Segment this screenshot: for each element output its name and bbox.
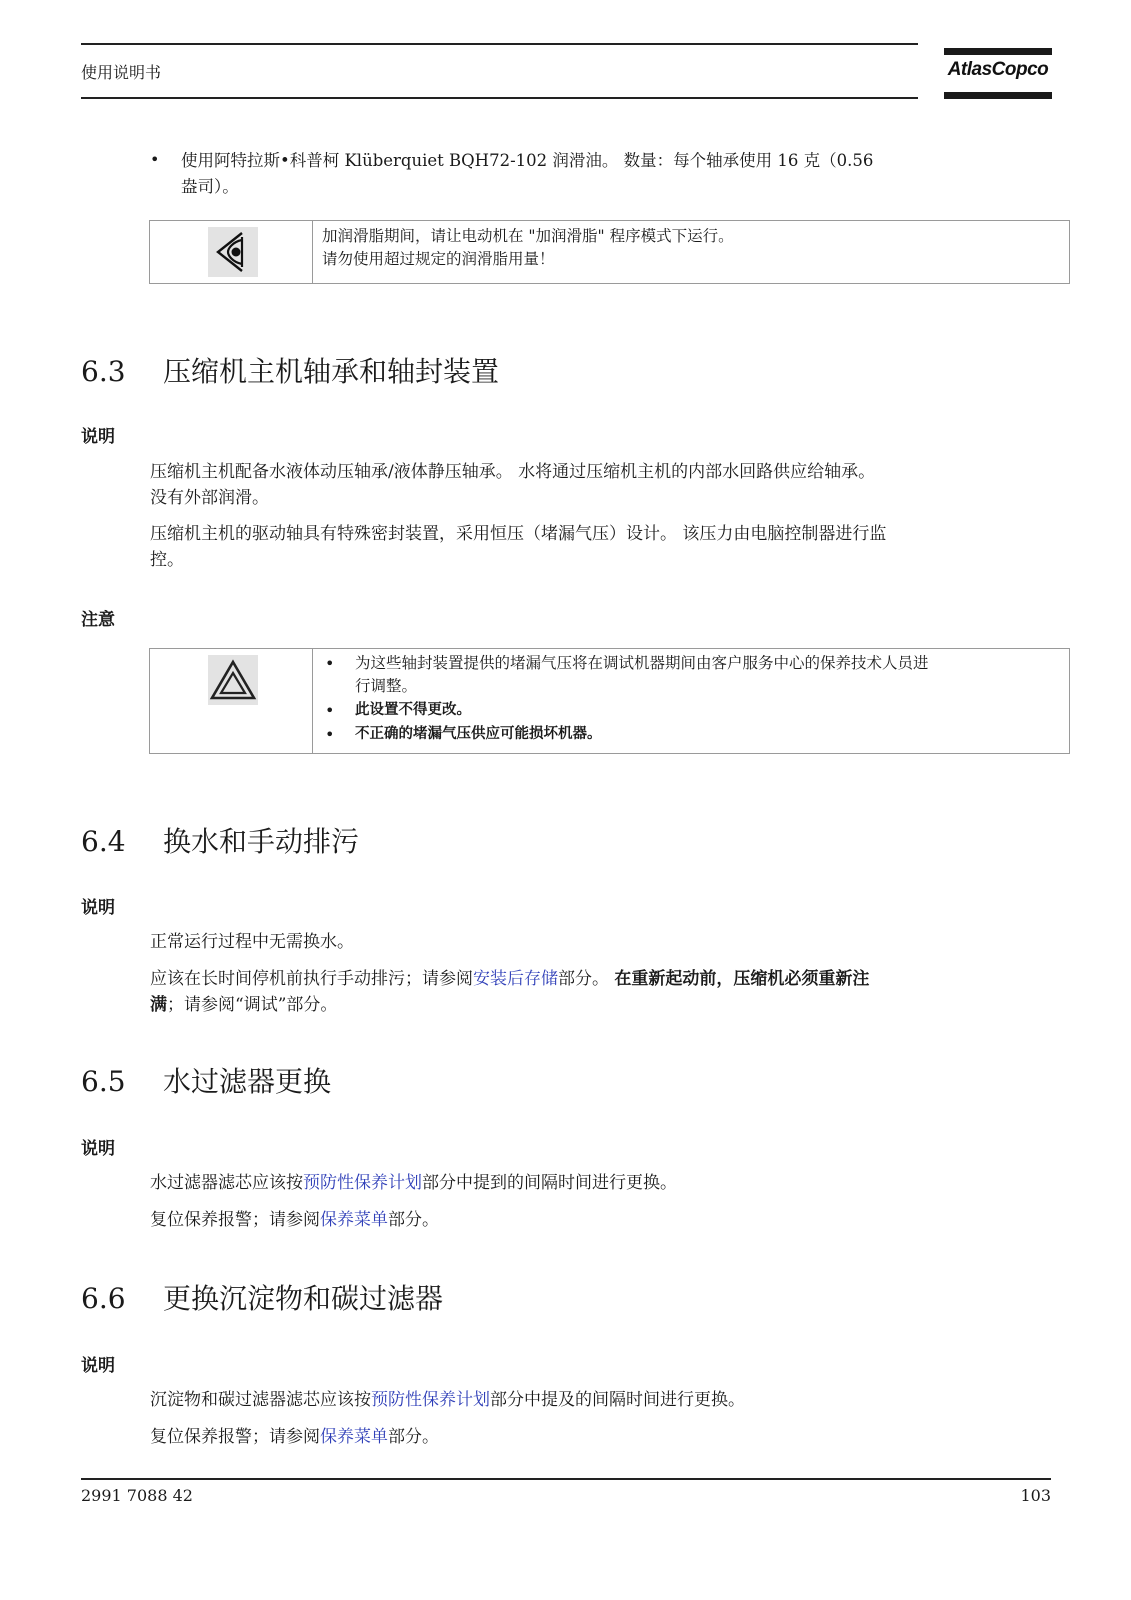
section-title: 更换沉淀物和碳过滤器 xyxy=(163,1282,444,1315)
warn-bullet1-line1: 为这些轴封装置提供的堵漏气压将在调试机器期间由客户服务中心的保养技术人员进 xyxy=(355,654,929,672)
section-heading-6-6 xyxy=(81,1277,443,1317)
s65-para2 xyxy=(150,1207,1040,1233)
section-title: 水过滤器更换 xyxy=(163,1065,332,1098)
section-number: 6.5 xyxy=(81,1065,126,1098)
section-heading-6-4 xyxy=(81,820,359,860)
note-box-grease xyxy=(149,220,1070,284)
intro-bullet-line2: 盎司）。 xyxy=(181,177,239,196)
s66-para2-text-a: 复位保养报警；请参阅 xyxy=(150,1427,320,1447)
s63-para2-line1: 压缩机主机的驱动轴具有特殊密封装置，采用恒压（堵漏气压）设计。 该压力由电脑控制器进行监 xyxy=(150,524,887,544)
s65-para1-text-b: 部分中提到的间隔时间进行更换。 xyxy=(422,1173,677,1193)
link-service-menu[interactable]: 保养菜单 xyxy=(320,1210,388,1230)
label-description: 说明 xyxy=(81,1356,115,1376)
s65-para1 xyxy=(150,1170,1040,1196)
intro-bullet-line1: 使用阿特拉斯•科普柯 Klüberquiet BQH72-102 润滑油。 数量：每个轴承使用 16 克（0.56 xyxy=(181,151,874,170)
brand-logo-text: AtlasCopco xyxy=(947,59,1049,80)
s63-para1-line1: 压缩机主机配备水液体动压轴承/液体静压轴承。 水将通过压缩机主机的内部水回路供应给轴承。 xyxy=(150,462,876,482)
note1-line1: 加润滑脂期间，请让电动机在 "加润滑脂" 程序模式下运行。 xyxy=(322,227,734,245)
header-title: 使用说明书 xyxy=(81,63,162,82)
header-rule-top xyxy=(81,43,918,45)
s64-para2-text-c: ；请参阅“调试”部分。 xyxy=(167,995,338,1015)
s66-para2 xyxy=(150,1424,1040,1450)
header-rule-bottom xyxy=(81,97,918,99)
link-preventive-maintenance[interactable]: 预防性保养计划 xyxy=(371,1390,490,1410)
bullet-marker: • xyxy=(325,701,335,720)
link-storage-after-install[interactable]: 安装后存储 xyxy=(473,969,558,989)
s64-para2-line2 xyxy=(150,992,1040,1018)
section-title: 换水和手动排污 xyxy=(163,825,360,858)
label-description: 说明 xyxy=(81,898,115,918)
section-number: 6.6 xyxy=(81,1282,126,1315)
warn-bullet1-line2: 行调整。 xyxy=(355,677,418,695)
s66-para1-text-b: 部分中提及的间隔时间进行更换。 xyxy=(490,1390,745,1410)
note1-line2: 请勿使用超过规定的润滑脂用量！ xyxy=(322,250,555,268)
section-heading-6-5 xyxy=(81,1060,331,1100)
label-note: 注意 xyxy=(81,610,115,630)
link-service-menu[interactable]: 保养菜单 xyxy=(320,1427,388,1447)
s64-para2-bold2: 满 xyxy=(150,995,167,1015)
section-title: 压缩机主机轴承和轴封装置 xyxy=(163,355,500,388)
footer-doc-number: 2991 7088 42 xyxy=(81,1486,193,1505)
warning-triangle-icon xyxy=(208,655,258,705)
s66-para2-text-b: 部分。 xyxy=(388,1427,439,1447)
s65-para2-text-a: 复位保养报警；请参阅 xyxy=(150,1210,320,1230)
s65-para2-text-b: 部分。 xyxy=(388,1210,439,1230)
bullet-marker: • xyxy=(150,150,160,169)
footer-rule xyxy=(81,1478,1051,1480)
warn-bullet2: 此设置不得更改。 xyxy=(355,702,471,718)
bullet-marker: • xyxy=(325,654,335,673)
warning-box-seal xyxy=(149,648,1070,754)
link-preventive-maintenance[interactable]: 预防性保养计划 xyxy=(303,1173,422,1193)
s64-para2-bold1: 在重新起动前，压缩机必须重新注 xyxy=(614,969,870,989)
s63-para1-line2: 没有外部润滑。 xyxy=(150,488,269,508)
section-number: 6.3 xyxy=(81,355,126,388)
s64-para2-text-b: 部分。 xyxy=(558,969,609,989)
section-heading-6-3 xyxy=(81,350,499,390)
bullet-marker: • xyxy=(325,725,335,744)
s64-para2-text-a: 应该在长时间停机前执行手动排污；请参阅 xyxy=(150,969,473,989)
s64-para1: 正常运行过程中无需换水。 xyxy=(150,932,354,952)
s66-para1 xyxy=(150,1387,1040,1413)
s65-para1-text-a: 水过滤器滤芯应该按 xyxy=(150,1173,303,1193)
label-description: 说明 xyxy=(81,1139,115,1159)
s66-para1-text-a: 沉淀物和碳过滤器滤芯应该按 xyxy=(150,1390,371,1410)
brand-logo xyxy=(944,48,1052,100)
warn-bullet3: 不正确的堵漏气压供应可能损坏机器。 xyxy=(355,726,602,742)
s63-para2-line2: 控。 xyxy=(150,550,184,570)
eye-caution-icon xyxy=(208,227,258,277)
footer-page-number: 103 xyxy=(1020,1486,1051,1505)
section-number: 6.4 xyxy=(81,825,126,858)
s64-para2-line1 xyxy=(150,966,1040,992)
label-description: 说明 xyxy=(81,427,115,447)
